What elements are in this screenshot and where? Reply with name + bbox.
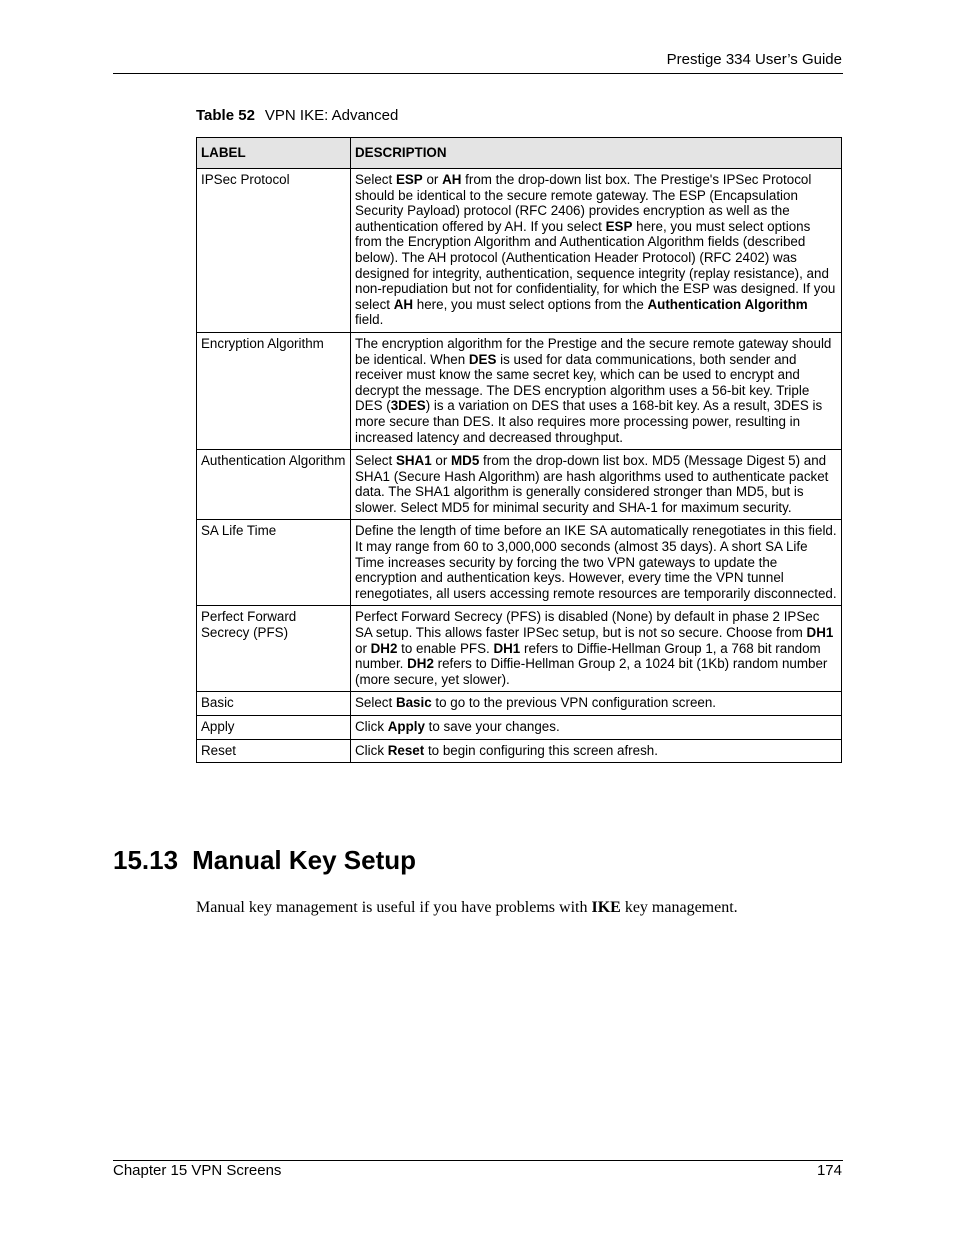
bold-term: SHA1 — [395, 453, 432, 469]
bold-term: DH2 — [407, 656, 434, 672]
bold-term: Apply — [387, 719, 425, 734]
section-title: Manual Key Setup — [192, 845, 417, 875]
text-run: refers to Diffie-Hellman Group 2, a 1024 bit (1Kb) random number (more secure, yet slower). — [355, 656, 828, 687]
column-header-label: LABEL — [197, 138, 351, 169]
vpn-ike-advanced-table — [196, 137, 842, 763]
table-row — [197, 716, 842, 740]
text-run: to begin configuring this screen afresh. — [424, 742, 658, 758]
row-label: Basic — [197, 692, 351, 716]
text-run: Perfect Forward Secrecy (PFS) is disabled (None) by default in phase 2 IPSec SA setup. This allows faster IPSec setup, but is not so secure. Choose from — [355, 609, 820, 641]
text-run: here, you must select options from the Encryption Algorithm and Authentication Algorithm fields (described below). The AH protocol (Authentication Header Protocol) (RFC 2402) was designed for integrity, authentication, sequence integrity (replay resistance), and non-repudiation but not for confidentiality, for which the ESP was designed. If you select — [355, 218, 836, 312]
table-number: Table 52 — [196, 107, 255, 124]
bold-term: AH — [442, 172, 462, 187]
bold-term: DH1 — [806, 625, 834, 641]
table-header-row — [197, 138, 842, 169]
table-row — [197, 520, 842, 606]
row-description — [351, 332, 842, 449]
section-heading — [113, 845, 416, 876]
text-run: Select — [355, 695, 396, 711]
table-title: VPN IKE: Advanced — [264, 107, 399, 124]
text-run: from the drop-down list box. The Prestige's IPSec Protocol should be identical to the secure remote gateway. The ESP (Encapsulation Security Payload) protocol (RFC 2406) provides encryption as well as the authentication offered by AH. If you select — [355, 172, 812, 234]
footer-rule — [113, 1160, 843, 1161]
text-run: to save your changes. — [424, 719, 560, 734]
bold-term: IKE — [591, 899, 621, 916]
text-run: to enable PFS. — [397, 640, 494, 656]
bold-term: Reset — [387, 742, 425, 758]
text-run: The encryption algorithm for the Prestige and the secure remote gateway should be identical. When — [355, 335, 832, 367]
bold-term: ESP — [605, 218, 633, 234]
table-row — [197, 739, 842, 763]
row-label: Reset — [197, 739, 351, 763]
bold-term: MD5 — [451, 453, 480, 469]
bold-term: DH2 — [370, 640, 398, 656]
bold-term: ESP — [395, 172, 423, 187]
table-body — [197, 169, 842, 763]
text-run: here, you must select options from the — [413, 296, 648, 312]
text-run: Click — [355, 742, 388, 758]
text-run: Click — [355, 719, 388, 734]
table-row — [197, 692, 842, 716]
row-description — [351, 692, 842, 716]
text-run: key management. — [620, 899, 738, 916]
row-description — [351, 169, 842, 333]
row-label: Perfect Forward Secrecy (PFS) — [197, 606, 351, 692]
bold-term: DES — [468, 351, 497, 367]
header-rule — [113, 73, 843, 74]
text-run: or — [431, 453, 452, 469]
footer-page-number: 174 — [816, 1162, 842, 1179]
bold-term: Authentication Algorithm — [647, 296, 808, 312]
row-description — [351, 520, 842, 606]
row-description — [351, 450, 842, 520]
row-label: Authentication Algorithm — [197, 450, 351, 520]
running-header-title: Prestige 334 User’s Guide — [666, 51, 842, 68]
text-run: Select — [355, 172, 396, 187]
text-run: refers to Diffie-Hellman Group 1, a 768 bit random number. — [355, 640, 821, 672]
table-row — [197, 332, 842, 449]
section-body-paragraph — [196, 899, 738, 917]
bold-term: 3DES — [390, 398, 426, 414]
row-description — [351, 739, 842, 763]
table-caption — [196, 107, 398, 124]
text-run: field. — [355, 312, 384, 328]
row-description — [351, 606, 842, 692]
text-run: or — [422, 172, 443, 187]
column-header-description: DESCRIPTION — [351, 138, 842, 169]
table-row — [197, 169, 842, 333]
text-run: is used for data communications, both sender and receiver must know the same secret key, which can be used to encrypt and decrypt the message. The DES encryption algorithm uses a 56-bit key. Triple DES ( — [355, 351, 810, 414]
bold-term: Basic — [395, 695, 432, 711]
text-run: from the drop-down list box. MD5 (Message Digest 5) and SHA1 (Secure Hash Algorithm) are hash algorithms used to authenticate packet data. The SHA1 algorithm is generally considered stronger than MD5, but is slower. Select MD5 for minimal security and SHA-1 for maximum security. — [355, 453, 829, 515]
row-label: SA Life Time — [197, 520, 351, 606]
row-label: Apply — [197, 716, 351, 740]
text-run: Define the length of time before an IKE SA automatically renegotiates in this field. It may range from 60 to 3,000,000 seconds (almost 35 days). A short SA Life Time increases security by forcing the two VPN gateways to update the encryption and authentication keys. However, every time the VPN tunnel renegotiates, all users accessing remote resources are temporarily disconnected. — [355, 523, 837, 601]
text-run: or — [355, 640, 371, 656]
section-number: 15.13 — [113, 845, 179, 875]
row-label: IPSec Protocol — [197, 169, 351, 333]
text-run: ) is a variation on DES that uses a 168-bit key. As a result, 3DES is more secure than DES. It also requires more processing power, resulting in increased latency and decreased throughput. — [355, 398, 823, 445]
footer-chapter: Chapter 15 VPN Screens — [113, 1162, 282, 1179]
text-run: Select — [355, 453, 396, 469]
row-label: Encryption Algorithm — [197, 332, 351, 449]
row-description — [351, 716, 842, 740]
text-run: Manual key management is useful if you have problems with — [196, 899, 592, 916]
table-row — [197, 606, 842, 692]
bold-term: AH — [393, 296, 414, 312]
table-row — [197, 450, 842, 520]
text-run: to go to the previous VPN configuration screen. — [431, 695, 717, 711]
bold-term: DH1 — [493, 640, 521, 656]
